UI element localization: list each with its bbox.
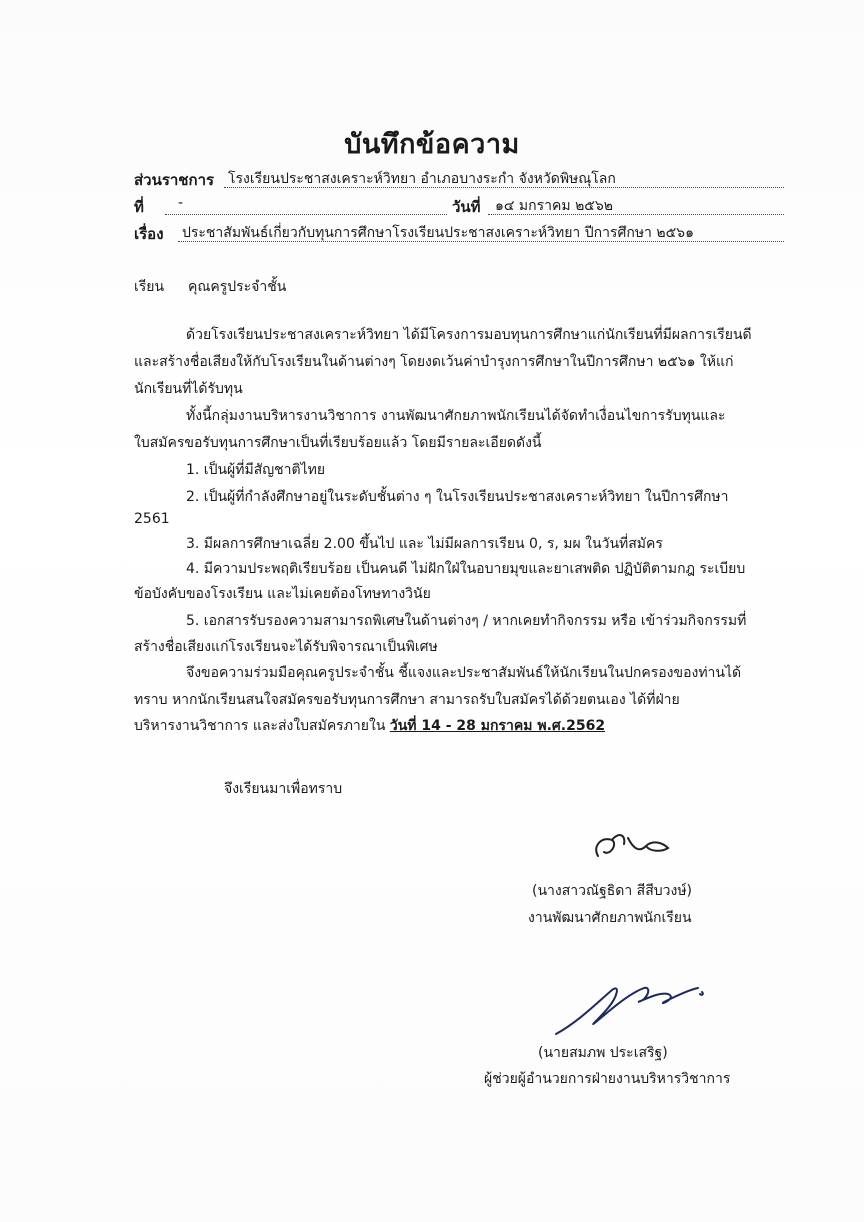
condition-item-5: 5. เอกสารรับรองความสามารถพิเศษในด้านต่างๆ / หากเคยทำกิจกรรม หรือ เข้าร่วมกิจกรรมที่	[186, 613, 747, 629]
signature2-position: ผู้ช่วยผู้อำนวยการฝ่ายงานบริหารวิชาการ	[484, 1071, 731, 1087]
salutation-recipient: คุณครูประจำชั้น	[188, 279, 287, 295]
subject-label: เรื่อง	[134, 225, 164, 243]
date-value: ๑๔ มกราคม ๒๕๖๒	[495, 198, 614, 214]
body-line: ทั้งนี้กลุ่มงานบริหารงานวิชาการ งานพัฒนาศักยภาพนักเรียนได้จัดทำเงื่อนไขการรับทุนและ	[186, 408, 726, 424]
condition-item-1: 1. เป็นผู้ที่มีสัญชาติไทย	[186, 462, 326, 478]
agency-label: ส่วนราชการ	[134, 171, 215, 189]
condition-item-4: 4. มีความประพฤติเรียบร้อย เป็นคนดี ไม่ฝักใฝ่ในอบายมุขและยาเสพติด ปฏิบัติตามกฎ ระเบียบ	[186, 561, 746, 577]
signature2-name: (นายสมภพ ประเสริฐ)	[538, 1045, 668, 1061]
body-line: จึงขอความร่วมมือคุณครูประจำชั้น ชี้แจงและประชาสัมพันธ์ให้นักเรียนในปกครองของท่านได้	[186, 665, 742, 681]
condition-item-5-cont: สร้างชื่อเสียงแก่โรงเรียนจะได้รับพิจารณาเป็นพิเศษ	[134, 639, 438, 655]
body-line-deadline	[134, 715, 605, 737]
signature-scribble-1	[588, 826, 678, 870]
date-label: วันที่	[452, 198, 481, 216]
ref-value: -	[178, 195, 184, 211]
document-title: บันทึกข้อความ	[344, 129, 520, 160]
body-line: ใบสมัครขอรับทุนการศึกษาเป็นที่เรียบร้อยแล้ว โดยมีรายละเอียดดังนี้	[134, 435, 542, 451]
closing-line: จึงเรียนมาเพื่อทราบ	[224, 781, 343, 797]
deadline-dates: วันที่ 14 - 28 มกราคม พ.ศ.2562	[389, 718, 606, 734]
deadline-prefix: บริหารงานวิชาการ และส่งใบสมัครภายใน	[134, 718, 390, 734]
condition-item-4-cont: ข้อบังคับของโรงเรียน และไม่เคยต้องโทษทางวินัย	[134, 586, 431, 602]
body-line: นักเรียนที่ได้รับทุน	[134, 381, 243, 397]
date-rule	[488, 214, 784, 215]
signature-scribble-2	[548, 972, 718, 1042]
body-line: ทราบ หากนักเรียนสนใจสมัครขอรับทุนการศึกษา สามารถรับใบสมัครได้ด้วยตนเอง ได้ที่ฝ่าย	[134, 692, 680, 708]
subject-value: ประชาสัมพันธ์เกี่ยวกับทุนการศึกษาโรงเรียนประชาสงเคราะห์วิทยา ปีการศึกษา ๒๕๖๑	[182, 225, 694, 241]
condition-item-2: 2. เป็นผู้ที่กำลังศึกษาอยู่ในระดับชั้นต่าง ๆ ในโรงเรียนประชาสงเคราะห์วิทยา ในปีการศึกษา	[186, 489, 729, 505]
signature1-position: งานพัฒนาศักยภาพนักเรียน	[528, 910, 692, 926]
body-line: และสร้างชื่อเสียงให้กับโรงเรียนในด้านต่างๆ โดยงดเว้นค่าบำรุงการศึกษาในปีการศึกษา ๒๕๖๑ ให้แก่	[134, 354, 734, 370]
agency-value: โรงเรียนประชาสงเคราะห์วิทยา อำเภอบางระกำ จังหวัดพิษณุโลก	[228, 171, 616, 187]
condition-item-3: 3. มีผลการศึกษาเฉลี่ย 2.00 ขึ้นไป และ ไม่มีผลการเรียน 0, ร, มผ ในวันที่สมัคร	[186, 536, 663, 552]
ref-label: ที่	[134, 198, 144, 216]
subject-rule	[178, 241, 784, 242]
salutation-label: เรียน	[134, 279, 165, 295]
signature1-name: (นางสาวณัฐธิดา สีสีบวงษ์)	[532, 883, 693, 899]
agency-rule	[224, 187, 784, 188]
body-line: ด้วยโรงเรียนประชาสงเคราะห์วิทยา ได้มีโครงการมอบทุนการศึกษาแก่นักเรียนที่มีผลการเรียนดี	[186, 327, 752, 343]
ref-rule	[165, 214, 447, 215]
condition-item-2-cont: 2561	[134, 511, 170, 527]
